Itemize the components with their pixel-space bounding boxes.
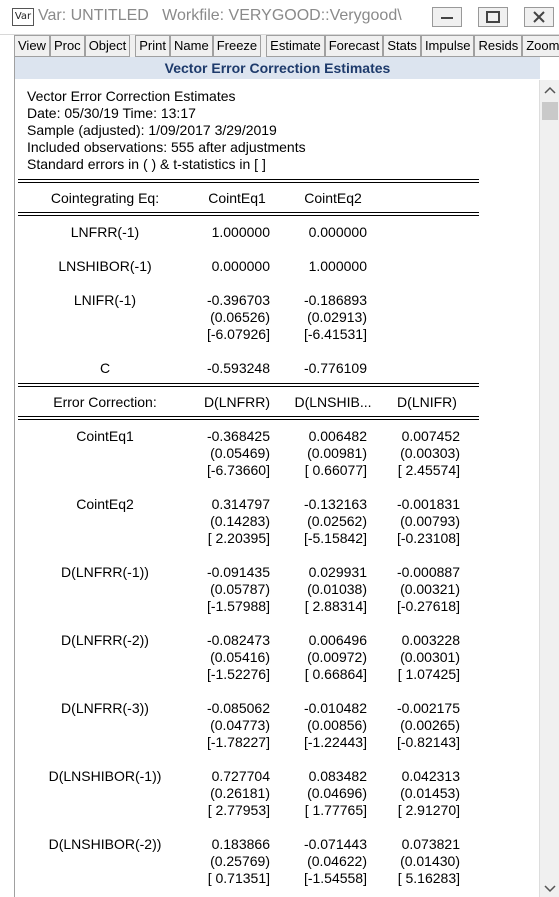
value-cell: (0.00793) xyxy=(400,513,460,529)
value-cell: 1.000000 xyxy=(211,224,270,240)
row-label: D(LNSHIBOR(-2)) xyxy=(48,836,162,852)
value-cell: (0.00981) xyxy=(307,445,367,461)
value-cell: (0.05469) xyxy=(210,445,270,461)
value-cell: [-0.23108] xyxy=(396,530,460,546)
value-cell: (0.05787) xyxy=(210,581,270,597)
row-label: LNFRR(-1) xyxy=(70,224,140,240)
scroll-thumb[interactable] xyxy=(542,102,558,120)
row-label: LNIFR(-1) xyxy=(73,292,137,308)
table-divider xyxy=(18,179,479,183)
value-cell: (0.00321) xyxy=(400,581,460,597)
value-cell: (0.01038) xyxy=(307,581,367,597)
maximize-icon xyxy=(486,11,500,23)
vertical-scrollbar[interactable] xyxy=(539,80,559,897)
value-cell: [ 2.91270] xyxy=(397,802,460,818)
value-cell: -0.001831 xyxy=(396,496,460,512)
value-cell: [-1.52276] xyxy=(206,666,270,682)
value-cell: (0.06526) xyxy=(210,309,270,325)
value-cell: (0.05416) xyxy=(210,649,270,665)
value-cell: [-6.07926] xyxy=(206,326,270,342)
value-cell: (0.00856) xyxy=(307,717,367,733)
column-header: Error Correction: xyxy=(53,394,157,410)
row-label: C xyxy=(99,360,111,376)
value-cell: -0.002175 xyxy=(396,700,460,716)
value-cell: (0.00972) xyxy=(307,649,367,665)
value-cell: -0.010482 xyxy=(303,700,367,716)
value-cell: (0.26181) xyxy=(210,785,270,801)
value-cell: [ 0.71351] xyxy=(207,870,270,886)
value-cell: (0.25769) xyxy=(210,853,270,869)
row-label: D(LNSHIBOR(-1)) xyxy=(48,768,162,784)
chevron-down-icon xyxy=(544,885,556,893)
info-line: Vector Error Correction Estimates xyxy=(27,88,236,104)
toolbar xyxy=(14,35,559,57)
value-cell: -0.132163 xyxy=(303,496,367,512)
value-cell: [-5.15842] xyxy=(303,530,367,546)
value-cell: 0.000000 xyxy=(308,224,367,240)
value-cell: [-1.78227] xyxy=(206,734,270,750)
toolbar-button-impulse[interactable]: Impulse xyxy=(421,35,475,57)
value-cell: 0.073821 xyxy=(401,836,460,852)
close-icon xyxy=(532,10,546,24)
value-cell: [-6.73660] xyxy=(206,462,270,478)
value-cell: (0.02913) xyxy=(307,309,367,325)
info-line: Sample (adjusted): 1/09/2017 3/29/2019 xyxy=(27,122,277,138)
value-cell: [-1.57988] xyxy=(206,598,270,614)
value-cell: [-6.41531] xyxy=(303,326,367,342)
toolbar-button-proc[interactable]: Proc xyxy=(50,35,85,57)
minimize-icon xyxy=(440,12,454,22)
row-label: D(LNFRR(-1)) xyxy=(61,564,149,580)
value-cell: [-0.27618] xyxy=(396,598,460,614)
value-cell: 0.006496 xyxy=(308,632,367,648)
value-cell: -0.000887 xyxy=(396,564,460,580)
value-cell: [ 5.16283] xyxy=(397,870,460,886)
value-cell: 0.314797 xyxy=(211,496,270,512)
column-header: D(LNIFR) xyxy=(397,394,457,410)
value-cell: [ 2.88314] xyxy=(304,598,367,614)
row-label: D(LNFRR(-3)) xyxy=(61,700,149,716)
maximize-button[interactable] xyxy=(478,7,508,27)
column-header: CointEq1 xyxy=(208,190,266,206)
value-cell: (0.04622) xyxy=(307,853,367,869)
value-cell: [ 1.07425] xyxy=(397,666,460,682)
value-cell: 1.000000 xyxy=(308,258,367,274)
value-cell: 0.042313 xyxy=(401,768,460,784)
value-cell: [-1.54558] xyxy=(303,870,367,886)
value-cell: 0.003228 xyxy=(401,632,460,648)
toolbar-button-zoom[interactable]: Zoom xyxy=(522,35,559,57)
row-label: LNSHIBOR(-1) xyxy=(58,258,152,274)
toolbar-button-stats[interactable]: Stats xyxy=(383,35,421,57)
column-header: Cointegrating Eq: xyxy=(50,190,160,206)
info-line: Included observations: 555 after adjustments xyxy=(27,139,306,155)
value-cell: -0.082473 xyxy=(206,632,270,648)
toolbar-button-object[interactable]: Object xyxy=(85,35,131,57)
table-divider xyxy=(18,383,479,387)
value-cell: (0.00265) xyxy=(400,717,460,733)
row-label: D(LNFRR(-2)) xyxy=(61,632,149,648)
value-cell: 0.006482 xyxy=(308,428,367,444)
app-icon: Var xyxy=(12,8,34,26)
value-cell: -0.071443 xyxy=(303,836,367,852)
toolbar-button-estimate[interactable]: Estimate xyxy=(266,35,325,57)
value-cell: -0.085062 xyxy=(206,700,270,716)
scroll-up-button[interactable] xyxy=(540,80,559,100)
value-cell: [ 0.66077] xyxy=(304,462,367,478)
info-line: Standard errors in ( ) & t-statistics in [ ] xyxy=(27,156,266,172)
value-cell: [ 2.77953] xyxy=(207,802,270,818)
toolbar-button-resids[interactable]: Resids xyxy=(474,35,522,57)
toolbar-button-freeze[interactable]: Freeze xyxy=(213,35,261,57)
value-cell: (0.02562) xyxy=(307,513,367,529)
close-button[interactable] xyxy=(524,7,554,27)
value-cell: 0.007452 xyxy=(401,428,460,444)
value-cell: -0.186893 xyxy=(303,292,367,308)
value-cell: 0.183866 xyxy=(211,836,270,852)
toolbar-button-forecast[interactable]: Forecast xyxy=(325,35,384,57)
minimize-button[interactable] xyxy=(432,7,462,27)
column-header: CointEq2 xyxy=(304,190,362,206)
value-cell: (0.14283) xyxy=(210,513,270,529)
row-label: CointEq1 xyxy=(76,428,134,444)
value-cell: [-0.82143] xyxy=(396,734,460,750)
value-cell: -0.368425 xyxy=(206,428,270,444)
toolbar-button-print[interactable]: Print xyxy=(135,35,170,57)
value-cell: (0.00301) xyxy=(400,649,460,665)
row-label: CointEq2 xyxy=(76,496,134,512)
info-line: Date: 05/30/19 Time: 13:17 xyxy=(27,105,196,121)
value-cell: (0.01430) xyxy=(400,853,460,869)
estimation-info xyxy=(27,88,306,173)
value-cell: 0.083482 xyxy=(308,768,367,784)
column-header: D(LNFRR) xyxy=(203,394,271,410)
value-cell: [ 2.20395] xyxy=(207,530,270,546)
value-cell: -0.776109 xyxy=(303,360,367,376)
table-divider xyxy=(18,416,479,420)
value-cell: (0.01453) xyxy=(400,785,460,801)
output-header: Vector Error Correction Estimates xyxy=(15,57,540,79)
chevron-up-icon xyxy=(544,86,556,94)
table-divider xyxy=(18,212,479,216)
window-title: Var: UNTITLED Workfile: VERYGOOD::Verygood\ xyxy=(38,7,402,24)
output-panel xyxy=(14,57,540,897)
value-cell: -0.091435 xyxy=(206,564,270,580)
value-cell: (0.00303) xyxy=(400,445,460,461)
toolbar-button-name[interactable]: Name xyxy=(170,35,213,57)
value-cell: -0.593248 xyxy=(206,360,270,376)
title-bar xyxy=(0,0,559,35)
scroll-down-button[interactable] xyxy=(540,880,559,897)
column-header: D(LNSHIB... xyxy=(294,394,372,410)
value-cell: [ 1.77765] xyxy=(304,802,367,818)
value-cell: 0.000000 xyxy=(211,258,270,274)
value-cell: (0.04696) xyxy=(307,785,367,801)
value-cell: 0.727704 xyxy=(211,768,270,784)
value-cell: [-1.22443] xyxy=(303,734,367,750)
value-cell: [ 2.45574] xyxy=(397,462,460,478)
value-cell: (0.04773) xyxy=(210,717,270,733)
value-cell: 0.029931 xyxy=(308,564,367,580)
value-cell: -0.396703 xyxy=(206,292,270,308)
value-cell: [ 0.66864] xyxy=(304,666,367,682)
toolbar-button-view[interactable]: View xyxy=(14,35,50,57)
